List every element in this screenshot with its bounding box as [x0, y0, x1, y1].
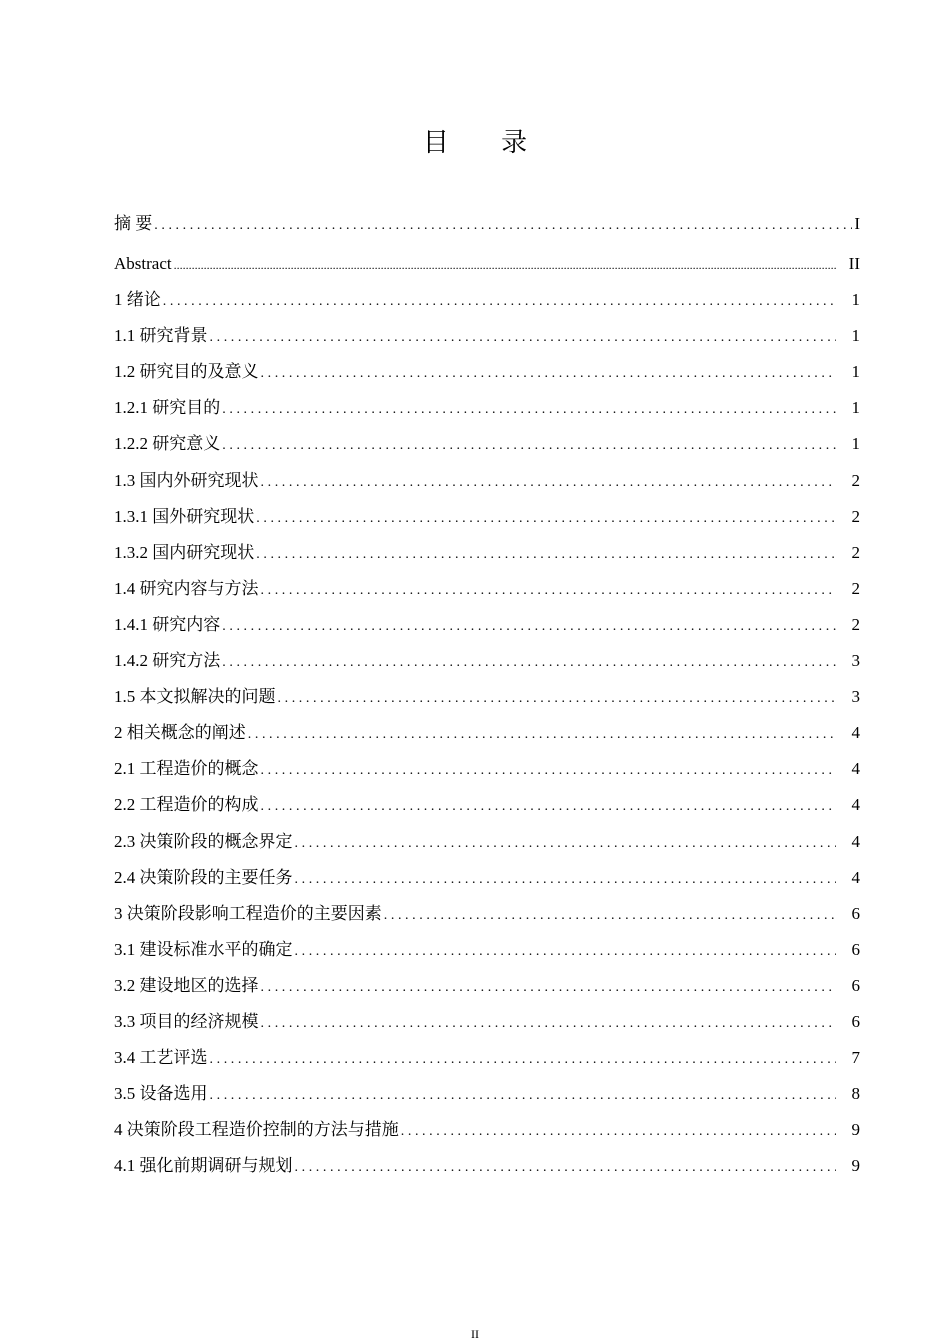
toc-entry[interactable] — [114, 318, 860, 354]
toc-entry[interactable] — [114, 1148, 860, 1184]
toc-entry-page: 9 — [851, 1120, 860, 1140]
toc-entry[interactable] — [114, 390, 860, 426]
toc-entry-page: 1 — [851, 326, 860, 346]
toc-entry[interactable] — [114, 535, 860, 571]
toc-entry-label: 2.3 决策阶段的概念界定 — [114, 831, 293, 851]
toc-entry-label: 4.1 强化前期调研与规划 — [114, 1156, 293, 1176]
toc-leader-dots — [384, 898, 836, 934]
toc-leader-dots — [261, 789, 837, 825]
toc-leader-dots — [256, 537, 836, 573]
toc-entry-label: 2.4 决策阶段的主要任务 — [114, 867, 293, 887]
toc-leader-dots — [256, 501, 836, 537]
toc-entry-label: 3 决策阶段影响工程造价的主要因素 — [114, 903, 382, 923]
toc-entry[interactable] — [114, 787, 860, 823]
toc-entry-page: II — [848, 254, 860, 273]
toc-entry[interactable] — [114, 968, 860, 1004]
toc-entry[interactable] — [114, 679, 860, 715]
toc-entry-label: 3.1 建设标准水平的确定 — [114, 939, 293, 959]
toc-entry-page: 4 — [851, 831, 860, 851]
toc-entry-page: 4 — [851, 867, 860, 887]
toc-entry[interactable] — [114, 751, 860, 787]
toc-entry[interactable] — [114, 463, 860, 499]
toc-entry-label: 1 绪论 — [114, 290, 161, 310]
toc-entry[interactable] — [114, 282, 860, 318]
toc-entry[interactable] — [114, 896, 860, 932]
toc-entry-label: 3.4 工艺评选 — [114, 1048, 208, 1068]
toc-leader-dots — [174, 247, 836, 283]
toc-entry-page: 4 — [851, 759, 860, 779]
toc-entry-page: 2 — [851, 578, 860, 598]
toc-leader-dots — [210, 320, 837, 356]
toc-entry-page: 2 — [851, 470, 860, 490]
toc-entry-label: 4 决策阶段工程造价控制的方法与措施 — [114, 1120, 399, 1140]
toc-entry-page: 9 — [851, 1156, 860, 1176]
toc-entry[interactable] — [114, 932, 860, 968]
toc-leader-dots — [261, 356, 837, 392]
toc-entry-page: 4 — [851, 723, 860, 743]
toc-entry-label: 3.2 建设地区的选择 — [114, 975, 259, 995]
toc-leader-dots — [261, 753, 837, 789]
toc-leader-dots — [295, 934, 837, 970]
toc-leader-dots — [210, 1078, 837, 1114]
toc-entry[interactable] — [114, 571, 860, 607]
toc-leader-dots — [261, 1006, 837, 1042]
toc-entry-page: 2 — [851, 506, 860, 526]
toc-leader-dots — [163, 284, 836, 320]
toc-entry-page: 1 — [851, 290, 860, 310]
toc-entry-label: 1.3.2 国内研究现状 — [114, 542, 255, 562]
page-number-footer: II — [471, 1327, 479, 1341]
toc-leader-dots — [261, 465, 837, 501]
toc-entry-page: 6 — [851, 939, 860, 959]
toc-entry-page: 3 — [851, 651, 860, 671]
toc-entry-label: 1.3.1 国外研究现状 — [114, 506, 255, 526]
toc-leader-dots — [222, 428, 836, 464]
toc-entry-label: 1.4.1 研究内容 — [114, 614, 221, 634]
toc-entry-page: 1 — [851, 434, 860, 454]
toc-entry[interactable] — [114, 860, 860, 896]
toc-list — [114, 206, 860, 1184]
toc-entry-label: 1.4 研究内容与方法 — [114, 578, 259, 598]
toc-leader-dots — [154, 208, 852, 244]
toc-entry-label: 1.2 研究目的及意义 — [114, 362, 259, 382]
toc-leader-dots — [295, 826, 837, 862]
toc-entry-label: 1.2.1 研究目的 — [114, 398, 221, 418]
toc-entry-page: 1 — [851, 362, 860, 382]
toc-entry[interactable] — [114, 426, 860, 462]
toc-entry-page: 8 — [851, 1084, 860, 1104]
toc-entry[interactable] — [114, 206, 860, 246]
toc-leader-dots — [210, 1042, 837, 1078]
toc-entry-page: 7 — [851, 1048, 860, 1068]
toc-entry-label: 1.3 国内外研究现状 — [114, 470, 259, 490]
toc-entry-label: 2.2 工程造价的构成 — [114, 795, 259, 815]
toc-entry-page: 4 — [851, 795, 860, 815]
toc-leader-dots — [222, 645, 836, 681]
toc-entry[interactable] — [114, 1040, 860, 1076]
toc-entry-label: Abstract — [114, 254, 172, 273]
toc-leader-dots — [261, 970, 837, 1006]
toc-entry-label: 1.4.2 研究方法 — [114, 651, 221, 671]
toc-entry-page: 3 — [851, 687, 860, 707]
toc-entry-label: 2 相关概念的阐述 — [114, 723, 246, 743]
toc-leader-dots — [295, 862, 837, 898]
toc-entry-label: 2.1 工程造价的概念 — [114, 759, 259, 779]
toc-entry-page: 1 — [851, 398, 860, 418]
toc-entry-page: 6 — [851, 975, 860, 995]
toc-entry-label: 1.2.2 研究意义 — [114, 434, 221, 454]
toc-leader-dots — [261, 573, 837, 609]
toc-title: 目 录 — [422, 128, 550, 158]
toc-entry[interactable] — [114, 607, 860, 643]
toc-entry[interactable] — [114, 1112, 860, 1148]
toc-entry[interactable] — [114, 715, 860, 751]
toc-entry[interactable] — [114, 824, 860, 860]
toc-entry-label: 1.1 研究背景 — [114, 326, 208, 346]
toc-entry[interactable] — [114, 1076, 860, 1112]
toc-entry-page: 6 — [851, 903, 860, 923]
toc-leader-dots — [222, 392, 836, 428]
toc-entry[interactable] — [114, 499, 860, 535]
toc-entry-label: 3.5 设备选用 — [114, 1084, 208, 1104]
toc-leader-dots — [222, 609, 836, 645]
toc-entry-label: 摘 要 — [114, 214, 153, 233]
toc-leader-dots — [248, 717, 836, 753]
toc-entry[interactable] — [114, 354, 860, 390]
toc-entry[interactable] — [114, 643, 860, 679]
toc-entry-page: 2 — [851, 542, 860, 562]
toc-leader-dots — [278, 681, 837, 717]
toc-entry[interactable] — [114, 246, 860, 282]
toc-leader-dots — [295, 1150, 837, 1186]
toc-entry-page: 6 — [851, 1011, 860, 1031]
toc-entry-label: 3.3 项目的经济规模 — [114, 1011, 259, 1031]
toc-entry-label: 1.5 本文拟解决的问题 — [114, 687, 276, 707]
toc-entry-page: 2 — [851, 614, 860, 634]
toc-leader-dots — [401, 1114, 836, 1150]
toc-entry-page: I — [854, 214, 860, 233]
toc-entry[interactable] — [114, 1004, 860, 1040]
